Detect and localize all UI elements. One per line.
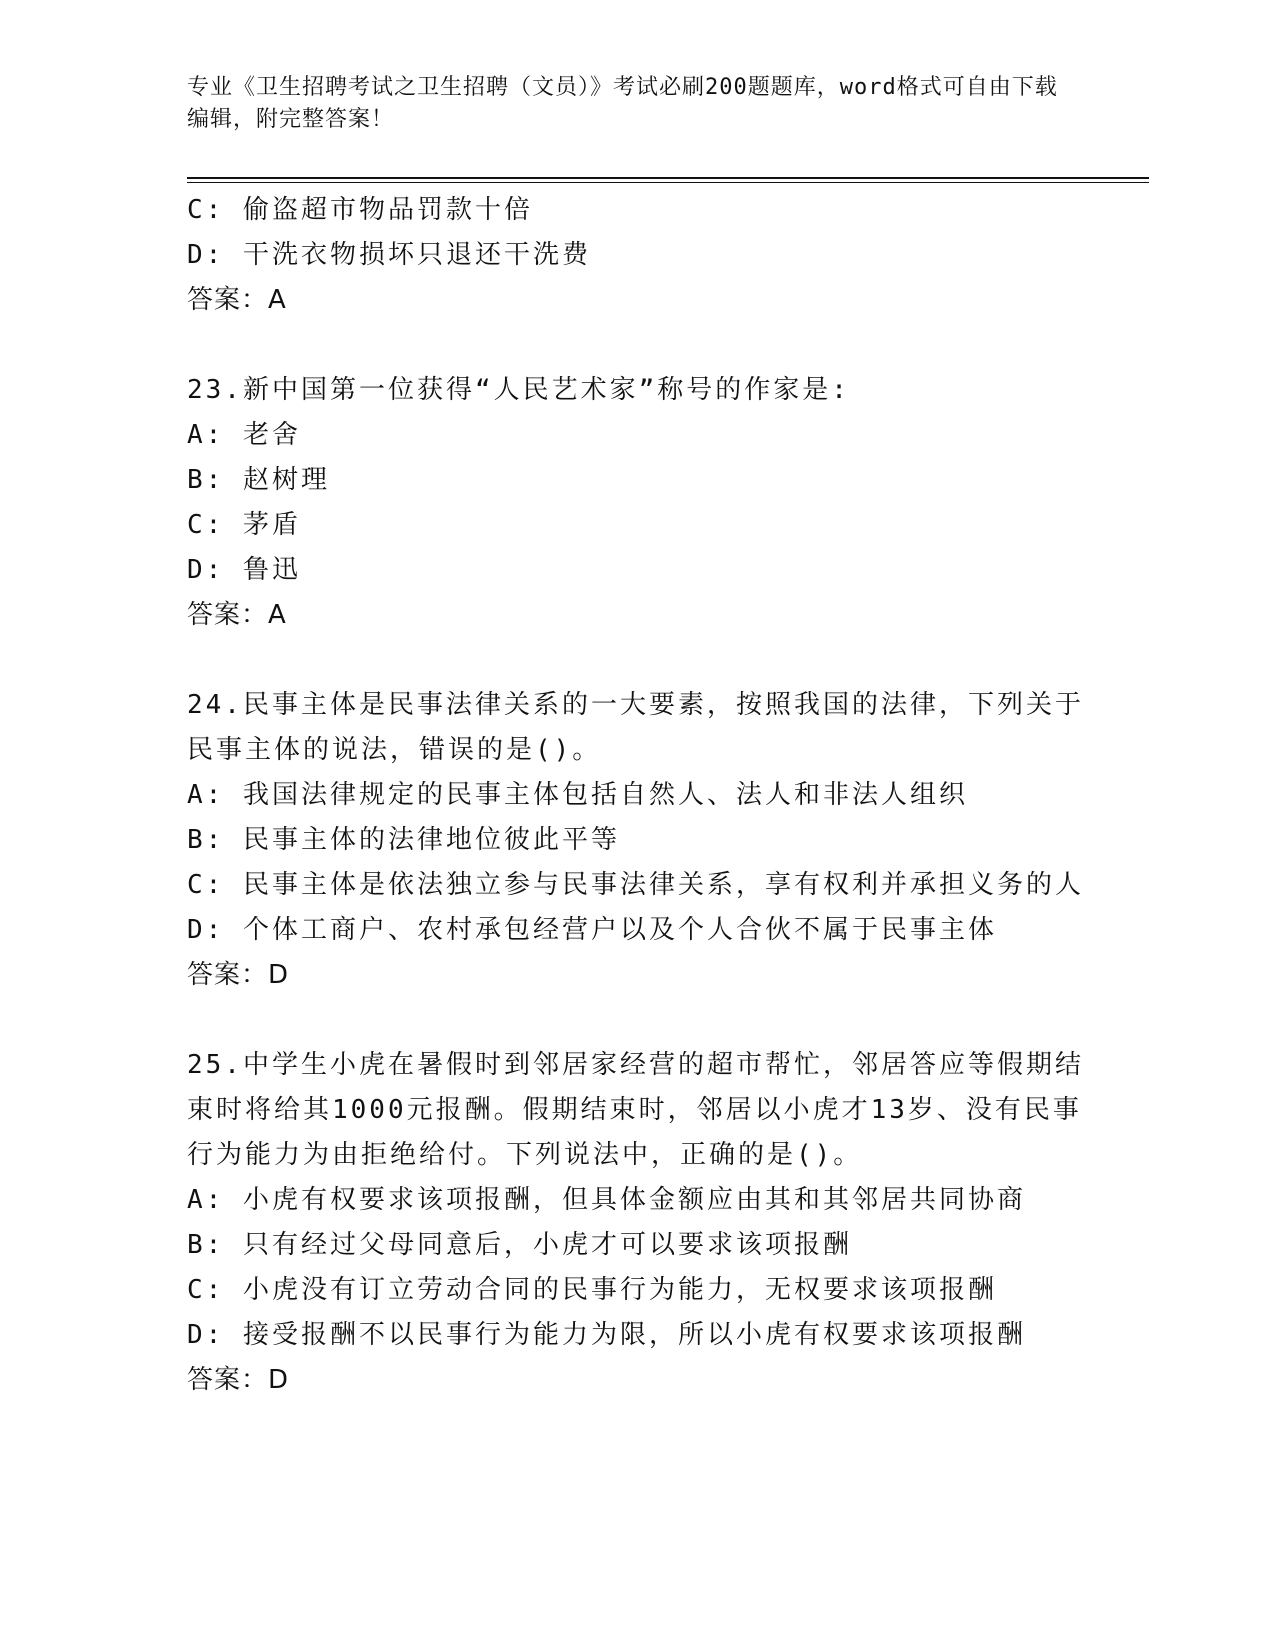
answer-line: 答案：D bbox=[187, 960, 290, 990]
option-c: C: 小虎没有订立劳动合同的民事行为能力，无权要求该项报酬 bbox=[187, 1275, 997, 1305]
option-d: D: 干洗衣物损坏只退还干洗费 bbox=[187, 240, 591, 270]
answer-line: 答案：A bbox=[187, 285, 287, 315]
option-c: C: 茅盾 bbox=[187, 510, 301, 540]
spacer bbox=[187, 998, 1087, 1043]
option-a: A: 老舍 bbox=[187, 420, 301, 450]
question-25 bbox=[187, 1043, 1087, 1403]
option-d: D: 个体工商户、农村承包经营户以及个人合伙不属于民事主体 bbox=[187, 915, 997, 945]
option-a: A: 小虎有权要求该项报酬，但具体金额应由其和其邻居共同协商 bbox=[187, 1185, 1026, 1215]
option-c: C: 民事主体是依法独立参与民事法律关系，享有权利并承担义务的人 bbox=[187, 870, 1084, 900]
question-24 bbox=[187, 683, 1087, 998]
document-header: 专业《卫生招聘考试之卫生招聘（文员）》考试必刷200题题库，word格式可自由下载编辑，附完整答案！ bbox=[187, 75, 1058, 132]
option-b: B: 赵树理 bbox=[187, 465, 330, 495]
question-stem: 23.新中国第一位获得“人民艺术家”称号的作家是: bbox=[187, 375, 850, 405]
header-rule-thick bbox=[187, 177, 1149, 179]
option-a: A: 我国法律规定的民事主体包括自然人、法人和非法人组织 bbox=[187, 780, 968, 810]
question-content bbox=[187, 188, 1087, 1403]
answer-line: 答案：A bbox=[187, 600, 287, 630]
header-rule-thin bbox=[187, 182, 1149, 183]
question-stem: 25.中学生小虎在暑假时到邻居家经营的超市帮忙，邻居答应等假期结束时将给其1000元报酬。假期结束时，邻居以小虎才13岁、没有民事行为能力为由拒绝给付。下列说法中，正确的是()。 bbox=[187, 1050, 1084, 1170]
answer-line: 答案：D bbox=[187, 1365, 290, 1395]
option-b: B: 民事主体的法律地位彼此平等 bbox=[187, 825, 620, 855]
spacer bbox=[187, 638, 1087, 683]
option-d: D: 鲁迅 bbox=[187, 555, 301, 585]
question-stem: 24.民事主体是民事法律关系的一大要素，按照我国的法律，下列关于民事主体的说法，错误的是()。 bbox=[187, 690, 1084, 765]
option-c: C: 偷盗超市物品罚款十倍 bbox=[187, 195, 533, 225]
option-d: D: 接受报酬不以民事行为能力为限，所以小虎有权要求该项报酬 bbox=[187, 1320, 1026, 1350]
question-22-partial bbox=[187, 188, 1087, 323]
spacer bbox=[187, 323, 1087, 368]
option-b: B: 只有经过父母同意后，小虎才可以要求该项报酬 bbox=[187, 1230, 852, 1260]
question-23 bbox=[187, 368, 1087, 638]
